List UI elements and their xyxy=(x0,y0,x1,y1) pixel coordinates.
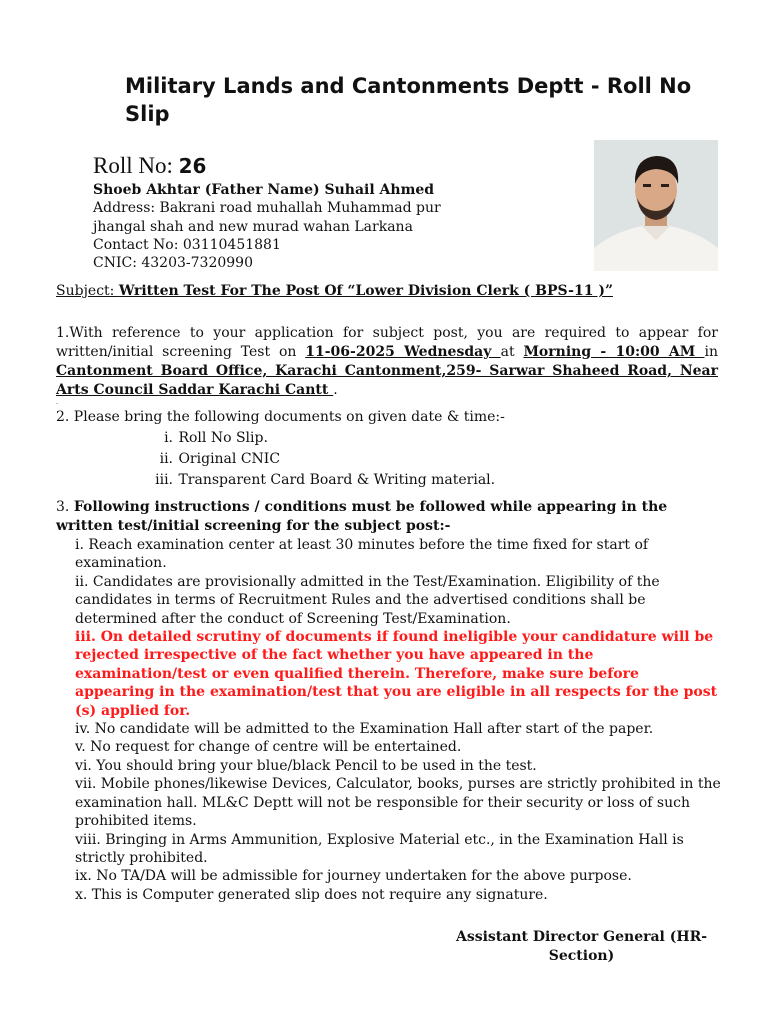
instruction-item: ix. No TA/DA will be admissible for journey undertaken for the above purpose. xyxy=(75,868,632,885)
list-item-number: iii. xyxy=(155,472,173,488)
test-venue: Cantonment Board Office, Karachi Cantonment,259- Sarwar Shaheed Road, Near Arts Council Saddar Karachi Cantt xyxy=(56,363,718,398)
instruction-item: viii. Bringing in Arms Ammunition, Explosive Material etc., in the Examination Hall is strictly prohibited. xyxy=(75,831,684,866)
candidate-address-line2: jhangal shah and new murad wahan Larkana xyxy=(93,218,413,235)
instruction-item-warning: iii. On detailed scrutiny of documents if found ineligible your candidature will be rejected irrespective of the fact whether you have appeared in the examination/test or even qualified therein. Therefore, make sure before appearing in the examination/test that you are eligible in all respects for the post (s) applied for. xyxy=(75,629,718,719)
instruction-item: i. Reach examination center at least 30 minutes before the time fixed for start of examination. xyxy=(75,537,649,572)
instruction-item: x. This is Computer generated slip does not require any signature. xyxy=(75,886,548,903)
candidate-name: Shoeb Akhtar (Father Name) Suhail Ahmed xyxy=(93,182,435,198)
list-item-text: Transparent Card Board & Writing material. xyxy=(178,472,496,488)
subject-line xyxy=(56,282,736,300)
candidate-contact: Contact No: 03110451881 xyxy=(93,236,281,253)
candidate-info xyxy=(93,181,493,272)
instruction-item: vii. Mobile phones/likewise Devices, Calculator, books, purses are strictly prohibited in the examination hall. ML&C Deptt will not be responsible for their security or loss of such prohibited items. xyxy=(75,776,721,830)
instructions-heading xyxy=(56,498,721,536)
instructions-heading-text: Following instructions / conditions must be followed while appearing in the written test/initial screening for the subject post:- xyxy=(56,499,668,534)
documents-list xyxy=(148,428,495,491)
instructions-list xyxy=(75,536,723,904)
list-item xyxy=(148,470,495,491)
schedule-end: . xyxy=(333,382,338,398)
signature-line2: Section) xyxy=(548,948,615,964)
signature-line1: Assistant Director General (HR- xyxy=(455,929,708,945)
subject-label: Subject: xyxy=(56,283,119,299)
candidate-address-line1: Address: Bakrani road muhallah Muhammad pur xyxy=(93,200,441,217)
list-item xyxy=(148,428,495,449)
instruction-item: ii. Candidates are provisionally admitted in the Test/Examination. Eligibility of the candidates in terms of Recruitment Rules and the advertised conditions shall be determined after the conduct of Screening Test/Examination. xyxy=(75,573,660,627)
list-item-number: ii. xyxy=(159,451,173,467)
candidate-photo xyxy=(594,140,718,271)
separator-dot: . xyxy=(56,399,58,406)
list-item-text: Roll No Slip. xyxy=(178,430,268,446)
roll-number-heading xyxy=(93,152,206,180)
subject-text: Written Test For The Post Of “Lower Division Clerk ( BPS-11 )” xyxy=(118,283,613,299)
document-title: Military Lands and Cantonments Deptt - Roll No Slip xyxy=(125,74,692,126)
test-date: 11-06-2025 Wednesday xyxy=(305,344,501,360)
candidate-photo-image xyxy=(594,140,718,271)
instruction-item: vi. You should bring your blue/black Pencil to be used in the test. xyxy=(75,757,537,774)
instruction-item: iv. No candidate will be admitted to the Examination Hall after start of the paper. xyxy=(75,721,654,738)
test-schedule-paragraph xyxy=(56,324,718,400)
list-item-number: i. xyxy=(164,430,173,446)
list-item xyxy=(148,449,495,470)
candidate-cnic: CNIC: 43203-7320990 xyxy=(93,255,253,272)
schedule-at: at xyxy=(500,344,524,360)
instruction-item: v. No request for change of centre will be entertained. xyxy=(75,739,462,756)
roll-number-value: 26 xyxy=(178,154,207,178)
schedule-intro: 1.With reference to your application for subject post, you are required to appear for written/initial screening Test on xyxy=(56,325,718,360)
schedule-in: in xyxy=(704,344,718,360)
signature-block xyxy=(454,928,709,966)
list-item-text: Original CNIC xyxy=(178,451,281,467)
test-time: Morning - 10:00 AM xyxy=(523,344,705,360)
documents-paragraph: 2. Please bring the following documents on given date & time:- xyxy=(56,409,505,425)
roll-number-label: Roll No: xyxy=(93,153,173,178)
instructions-prefix: 3. xyxy=(56,499,74,515)
